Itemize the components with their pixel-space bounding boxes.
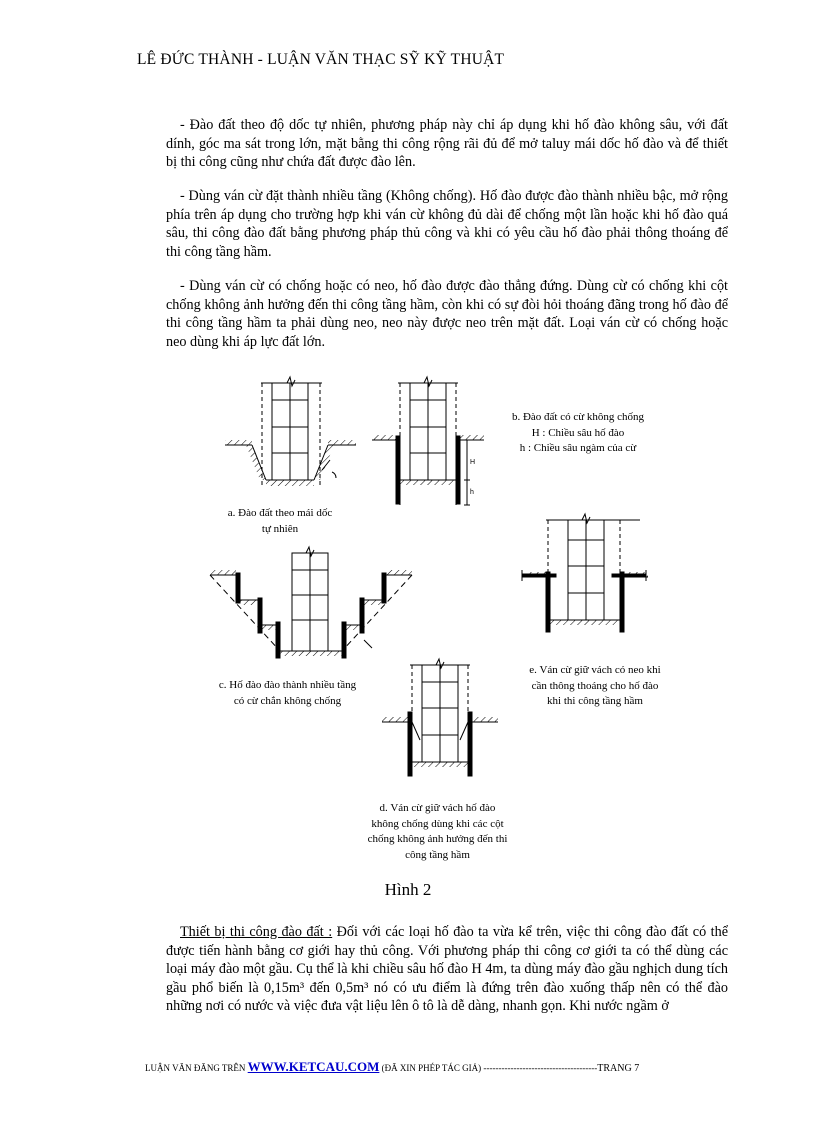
caption-c-line: có cừ chắn không chống xyxy=(233,694,342,707)
paragraph-equipment xyxy=(166,923,728,1016)
figure-d-drawing xyxy=(382,659,498,776)
page-footer xyxy=(145,1059,639,1075)
paragraph-multi-tier-text: - Dùng ván cừ đặt thành nhiều tầng (Không chống). Hố đào được đào thành nhiều bậc, mở rộng phía trên áp dụng cho trường hợp khi ván cừ không đủ dài để chống một lần hoặc khi hố đào quá sâu, thi công đào đất bằng phương pháp thủ công và khi có yêu cầu hố đào phải thông thoáng để thi công tầng hầm. xyxy=(166,188,728,260)
figure-e-drawing xyxy=(522,514,648,632)
figure-a-drawing xyxy=(225,377,356,487)
equipment-text: Đối với các loại hố đào ta vừa kể trên, việc thi công đào đất có thể được tiến hành bằng cơ giới hay thủ công. Với phương pháp thi công cơ giới ta có thể dùng các loại máy đào một gầu. Cụ thể là khi chiều sâu hố đào H 4m, ta dùng máy đào gầu nghịch dung tích gầu phổ biến là 0,15m³ đến 0,5m³ nó có ưu điểm là đứng trên đào xuống thấp nên có thể đào những nơi có nước và việc đưa vật liệu lên ô tô là dễ dàng, nhanh gọn. Khi nước ngầm ở xyxy=(166,924,728,1014)
caption-e-line: e. Ván cừ giữ vách có neo khi xyxy=(529,664,661,676)
caption-e-line: khi thi công tầng hầm xyxy=(547,695,643,707)
figure-title: Hình 2 xyxy=(384,880,432,899)
caption-b xyxy=(498,410,658,457)
paragraph-braced-text: - Dùng ván cừ có chống hoặc có neo, hố đào được đào thẳng đứng. Dùng cừ có chống khi cột chống không ảnh hưởng đến thi công tầng hầm, còn khi có sự đòi hỏi thoáng đãng trong hố đào để thi công tầng hầm ta phải dùng neo, neo này được neo trên mặt đất. Loại ván cừ có chống hoặc neo dùng khi áp lực đất lớn. xyxy=(166,278,728,350)
footer-website-link[interactable]: WWW.KETCAU.COM xyxy=(247,1059,380,1074)
dim-label-H: H xyxy=(470,459,476,466)
footer-prefix: LUẬN VĂN ĐĂNG TRÊN xyxy=(145,1063,248,1073)
page-header: LÊ ĐỨC THÀNH - LUẬN VĂN THẠC SỸ KỸ THUẬT xyxy=(137,51,505,68)
figure-b-drawing xyxy=(372,377,484,505)
equipment-heading: Thiết bị thi công đào đất : xyxy=(180,924,333,940)
caption-d-line: chống không ảnh hưởng đến thi xyxy=(367,833,508,845)
caption-e xyxy=(510,663,680,710)
caption-d-line: d. Ván cừ giữ vách hố đào xyxy=(379,802,496,814)
dim-label-h: h xyxy=(470,489,474,496)
paragraph-slope-text: - Đào đất theo độ dốc tự nhiên, phương pháp này chỉ áp dụng khi hố đào không sâu, với đất dính, góc ma sát trong lớn, mặt bằng thi công rộng rãi đủ để mở taluy mái dốc hố đào và để thiết bị thi công cũng như chứa đất được đào lên. xyxy=(166,117,728,170)
caption-e-line: cần thông thoáng cho hố đào xyxy=(531,679,659,692)
caption-a-line: a. Đào đất theo mái dốc xyxy=(227,507,333,519)
caption-d xyxy=(355,801,520,863)
caption-d-line: không chống dùng khi các cột xyxy=(371,817,504,830)
caption-b-line: H : Chiều sâu hố đào xyxy=(531,426,625,439)
footer-suffix: (ĐÃ XIN PHÉP TÁC GIẢ) -------------------------------------- xyxy=(379,1063,598,1073)
caption-c-line: c. Hố đào đào thành nhiều tầng xyxy=(218,679,357,691)
page-number: TRANG 7 xyxy=(597,1063,640,1074)
caption-a xyxy=(205,506,355,537)
caption-b-line: h : Chiều sâu ngàm của cừ xyxy=(519,442,637,454)
caption-c xyxy=(200,678,375,709)
figure-c-drawing xyxy=(210,547,412,658)
caption-a-line: tự nhiên xyxy=(261,522,299,535)
caption-d-line: công tầng hầm xyxy=(405,848,470,861)
caption-b-line: b. Đào đất có cừ không chống xyxy=(511,411,645,423)
